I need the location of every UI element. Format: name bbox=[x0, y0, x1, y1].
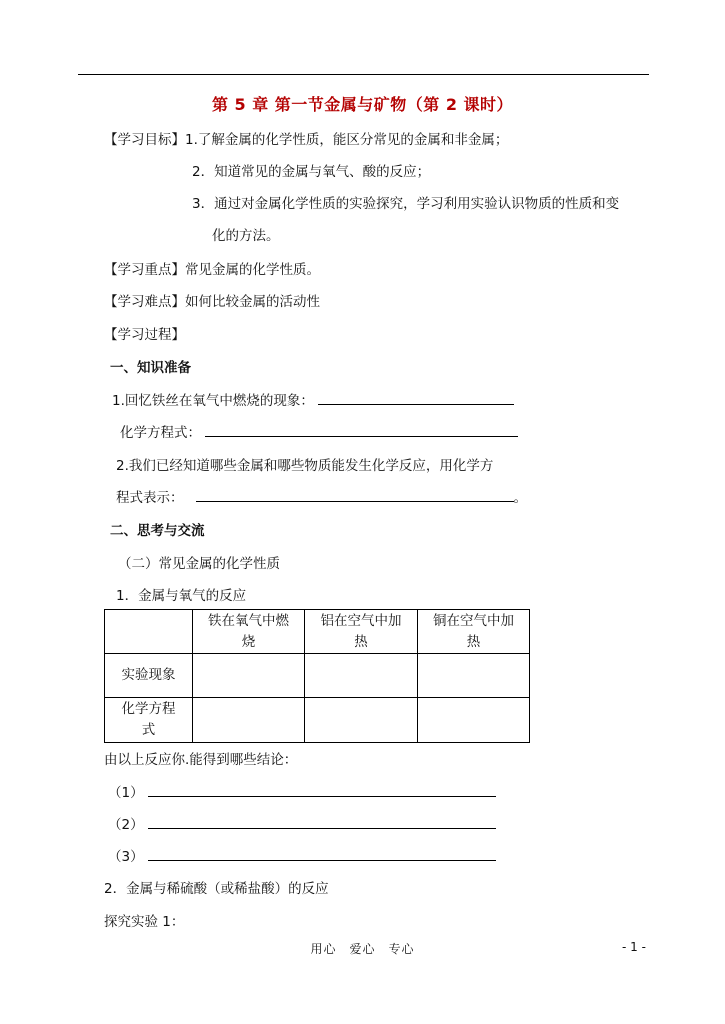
question-1 bbox=[112, 392, 514, 410]
section1-heading: 一、知识准备 bbox=[110, 360, 191, 376]
objectives-line-1 bbox=[104, 131, 508, 149]
table-cell[interactable] bbox=[418, 698, 530, 743]
table-cell[interactable] bbox=[305, 654, 418, 698]
answer-blank-2[interactable] bbox=[205, 424, 518, 437]
difficulty-text: 如何比较金属的活动性 bbox=[185, 294, 320, 310]
key-point-text: 常见金属的化学性质。 bbox=[185, 262, 320, 278]
table-row-label-equation: 化学方程式 bbox=[105, 698, 193, 743]
answer-blank-3[interactable] bbox=[196, 489, 514, 502]
footer-motto: 用心 爱心 专心 bbox=[310, 942, 415, 956]
conclusion-prompt: 由以上反应你.能得到哪些结论： bbox=[104, 752, 298, 768]
objective-3: 3．通过对金属化学性质的实验探究，学习利用实验认识物质的性质和变 bbox=[192, 196, 620, 212]
key-point-label: 【学习重点】 bbox=[104, 262, 185, 278]
table-cell[interactable] bbox=[193, 698, 305, 743]
question-1-text: 1.回忆铁丝在氧气中燃烧的现象： bbox=[112, 393, 314, 409]
table-header-aluminum: 铝在空气中加热 bbox=[305, 610, 418, 654]
conclusion-blank-3[interactable] bbox=[148, 848, 496, 861]
question-2-cont-text: 程式表示： bbox=[116, 490, 184, 506]
key-point-line bbox=[104, 261, 320, 279]
conclusion-3-label: （3） bbox=[108, 849, 144, 865]
question-2-continued bbox=[116, 489, 527, 507]
question-2-end: 。 bbox=[513, 490, 527, 506]
section2-heading: 二、思考与交流 bbox=[110, 523, 205, 539]
table-corner-cell bbox=[105, 610, 193, 654]
equation-label: 化学方程式： bbox=[120, 425, 201, 441]
conclusion-1 bbox=[108, 784, 496, 802]
item-1-heading: 1．金属与氧气的反应 bbox=[116, 588, 247, 604]
conclusion-2-label: （2） bbox=[108, 817, 144, 833]
process-label: 【学习过程】 bbox=[104, 327, 185, 343]
table-cell[interactable] bbox=[305, 698, 418, 743]
table-row-label-phenomenon: 实验现象 bbox=[105, 654, 193, 698]
conclusion-2 bbox=[108, 816, 496, 834]
conclusion-3 bbox=[108, 848, 496, 866]
question-2: 2.我们已经知道哪些金属和哪些物质能发生化学反应，用化学方 bbox=[116, 458, 494, 474]
answer-blank-1[interactable] bbox=[318, 392, 514, 405]
section2-subheading: （二）常见金属的化学性质 bbox=[118, 556, 280, 572]
page-title: 第 5 章 第一节金属与矿物（第 2 课时） bbox=[211, 95, 514, 114]
question-1-equation bbox=[120, 424, 518, 442]
conclusion-blank-1[interactable] bbox=[148, 784, 496, 797]
table-header-copper: 铜在空气中加热 bbox=[418, 610, 530, 654]
table-cell[interactable] bbox=[418, 654, 530, 698]
conclusion-1-label: （1） bbox=[108, 785, 144, 801]
conclusion-blank-2[interactable] bbox=[148, 816, 496, 829]
experiment-1-label: 探究实验 1： bbox=[104, 914, 185, 930]
objectives-label: 【学习目标】 bbox=[104, 132, 185, 148]
table-header-iron: 铁在氧气中燃烧 bbox=[193, 610, 305, 654]
table-cell[interactable] bbox=[193, 654, 305, 698]
objective-3-continued: 化的方法。 bbox=[212, 228, 280, 244]
difficulty-label: 【学习难点】 bbox=[104, 294, 185, 310]
experiment-table bbox=[104, 609, 530, 743]
objective-2: 2．知道常见的金属与氧气、酸的反应； bbox=[192, 164, 431, 180]
difficulty-line bbox=[104, 293, 320, 311]
page-number: - 1 - bbox=[622, 940, 646, 954]
header-rule bbox=[78, 74, 649, 75]
item-2-heading: 2．金属与稀硫酸（或稀盐酸）的反应 bbox=[104, 881, 329, 897]
objective-1: 1.了解金属的化学性质，能区分常见的金属和非金属； bbox=[185, 132, 509, 148]
